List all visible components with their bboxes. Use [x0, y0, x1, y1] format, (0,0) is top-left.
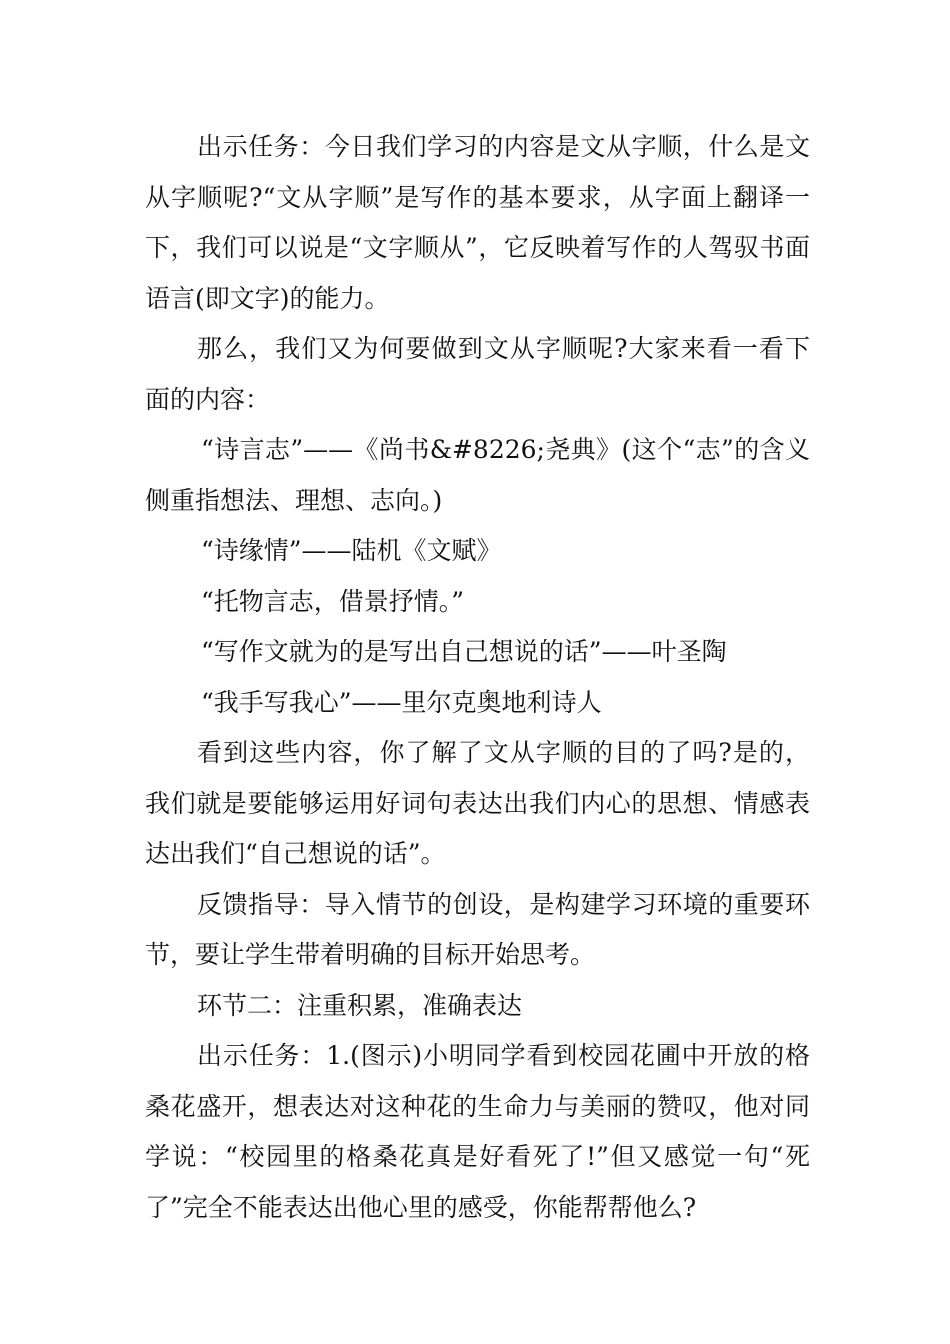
paragraph-question: 那么，我们又为何要做到文从字顺呢?大家来看一看下面的内容： [145, 334, 810, 414]
paragraph-task-intro: 出示任务：今日我们学习的内容是文从字顺，什么是文从字顺呢?“文从字顺”是写作的基本要求，从字面上翻译一下，我们可以说是“文字顺从”，它反映着写作的人驾驭书面语言(即文字)的能力。 [145, 132, 810, 313]
quote-shi-yan-zhi: “诗言志”——《尚书&#8226;尧典》(这个“志”的含义侧重指想法、理想、志向。) [145, 435, 810, 515]
quote-rilke: “我手写我心”——里尔克奥地利诗人 [201, 687, 602, 717]
paragraph-purpose: 看到这些内容，你了解了文从字顺的目的了吗?是的，我们就是要能够运用好词句表达出我们内心的思想、情感表达出我们“自己想说的话”。 [145, 738, 810, 868]
document-body [145, 122, 810, 1233]
quote-tuo-wu: “托物言志，借景抒情。” [201, 586, 465, 616]
quote-ye-shengtao: “写作文就为的是写出自己想说的话”——叶圣陶 [201, 637, 727, 666]
section-heading-step-two: 环节二：注重积累，准确表达 [197, 990, 523, 1020]
paragraph-feedback: 反馈指导：导入情节的创设，是构建学习环境的重要环节，要让学生带着明确的目标开始思考。 [145, 889, 810, 969]
quote-shi-yuan-qing: “诗缘情”——陆机《文赋》 [201, 536, 502, 565]
paragraph-task-one: 出示任务：1.(图示)小明同学看到校园花圃中开放的格桑花盛开，想表达对这种花的生命力与美丽的赞叹，他对同学说：“校园里的格桑花真是好看死了!”但又感觉一句“死了”完全不能表达出他心里的感受，你能帮帮他么? [145, 1041, 810, 1222]
